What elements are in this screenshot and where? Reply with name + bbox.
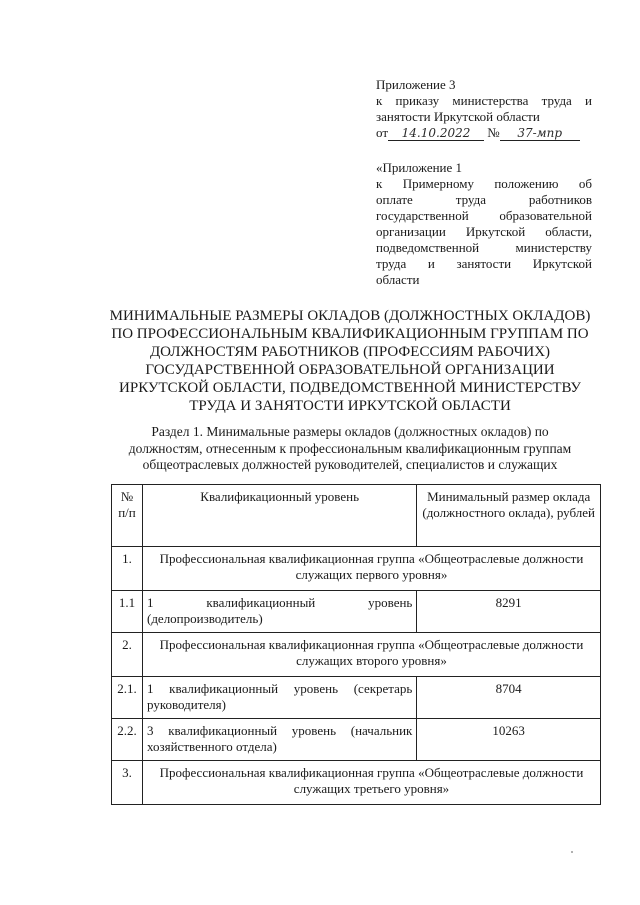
title-line: МИНИМАЛЬНЫЕ РАЗМЕРЫ ОКЛАДОВ (ДОЛЖНОСТНЫХ ОКЛАДОВ) xyxy=(109,308,591,324)
row-number: 2.2. xyxy=(112,719,143,761)
group-row xyxy=(112,633,601,677)
level-text: 3 квалификационный уровень (начальник xyxy=(146,723,413,738)
header-num: № п/п xyxy=(112,485,143,547)
section-line: должностям, отнесенным к профессиональным квалификационным группам xyxy=(128,440,572,456)
level-text: 1 квалификационный уровень (секретарь xyxy=(146,681,413,696)
table-row xyxy=(112,677,601,719)
section-line: общеотраслевых должностей руководителей, специалистов и служащих xyxy=(142,457,558,472)
group-title: Профессиональная квалификационная группа «Общеотраслевые должности служащих третьего уровня» xyxy=(142,761,600,805)
table-row xyxy=(112,719,601,761)
appendix-1-line5: организации Иркутской области, xyxy=(376,224,592,239)
row-number: 2. xyxy=(112,633,143,677)
salary-table xyxy=(111,484,601,805)
salary-value: 10263 xyxy=(417,719,601,761)
handwritten-date: 14.10.2022 xyxy=(388,126,484,141)
appendix-1-line2: к Примерному положению об xyxy=(376,176,592,191)
appendix-3-line2: к приказу министерства труда и xyxy=(376,93,592,108)
level-text: руководителя) xyxy=(146,697,226,712)
table-header-row xyxy=(112,485,601,547)
title-line: ИРКУТСКОЙ ОБЛАСТИ, ПОДВЕДОМСТВЕННОЙ МИНИСТЕРСТВУ xyxy=(119,380,581,396)
level-text: (делопроизводитель) xyxy=(146,611,263,626)
salary-value: 8704 xyxy=(417,677,601,719)
row-number: 1.1 xyxy=(112,591,143,633)
title-line: ДОЛЖНОСТЯМ РАБОТНИКОВ (ПРОФЕССИЯМ РАБОЧИХ) xyxy=(149,344,551,360)
header-level: Квалификационный уровень xyxy=(142,485,416,547)
salary-value: 8291 xyxy=(417,591,601,633)
document-title xyxy=(100,307,600,415)
title-line: ГОСУДАРСТВЕННОЙ ОБРАЗОВАТЕЛЬНОЙ ОРГАНИЗАЦИИ xyxy=(145,362,555,378)
group-title: Профессиональная квалификационная группа «Общеотраслевые должности служащих первого уровня» xyxy=(142,547,600,591)
appendix-1-line7: труда и занятости Иркутской xyxy=(376,256,592,271)
title-line: ТРУДА И ЗАНЯТОСТИ ИРКУТСКОЙ ОБЛАСТИ xyxy=(189,398,511,414)
level-text: 1 квалификационный уровень xyxy=(146,595,413,610)
level-text: хозяйственного отдела) xyxy=(146,739,277,754)
qualification-level xyxy=(142,591,416,633)
row-number: 2.1. xyxy=(112,677,143,719)
appendix-3-line3: занятости Иркутской области xyxy=(376,109,540,124)
appendix-3-header xyxy=(376,77,592,141)
row-number: 1. xyxy=(112,547,143,591)
header-salary: Минимальный размер оклада (должностного оклада), рублей xyxy=(417,485,601,547)
appendix-3-title: Приложение 3 xyxy=(376,77,456,92)
appendix-1-title: «Приложение 1 xyxy=(376,160,463,175)
row-number: 3. xyxy=(112,761,143,805)
appendix-1-line6: подведомственной министерству xyxy=(376,240,592,255)
from-label: от xyxy=(376,125,389,140)
appendix-1-line3: оплате труда работников xyxy=(376,192,592,207)
group-row xyxy=(112,761,601,805)
qualification-level xyxy=(142,677,416,719)
section-line: Раздел 1. Минимальные размеры окладов (должностных окладов) по xyxy=(151,424,549,439)
qualification-level xyxy=(142,719,416,761)
group-title: Профессиональная квалификационная группа «Общеотраслевые должности служащих второго уровня» xyxy=(142,633,600,677)
appendix-1-header xyxy=(376,160,592,288)
appendix-1-line8: области xyxy=(376,272,420,287)
handwritten-number: 37-мпр xyxy=(500,126,580,141)
appendix-3-date-number xyxy=(376,125,592,141)
scan-speck xyxy=(571,851,573,853)
group-row xyxy=(112,547,601,591)
section-heading xyxy=(100,424,600,474)
title-line: ПО ПРОФЕССИОНАЛЬНЫМ КВАЛИФИКАЦИОННЫМ ГРУППАМ ПО xyxy=(111,326,589,342)
appendix-1-line4: государственной образовательной xyxy=(376,208,592,223)
table-row xyxy=(112,591,601,633)
number-label: № xyxy=(487,125,500,140)
